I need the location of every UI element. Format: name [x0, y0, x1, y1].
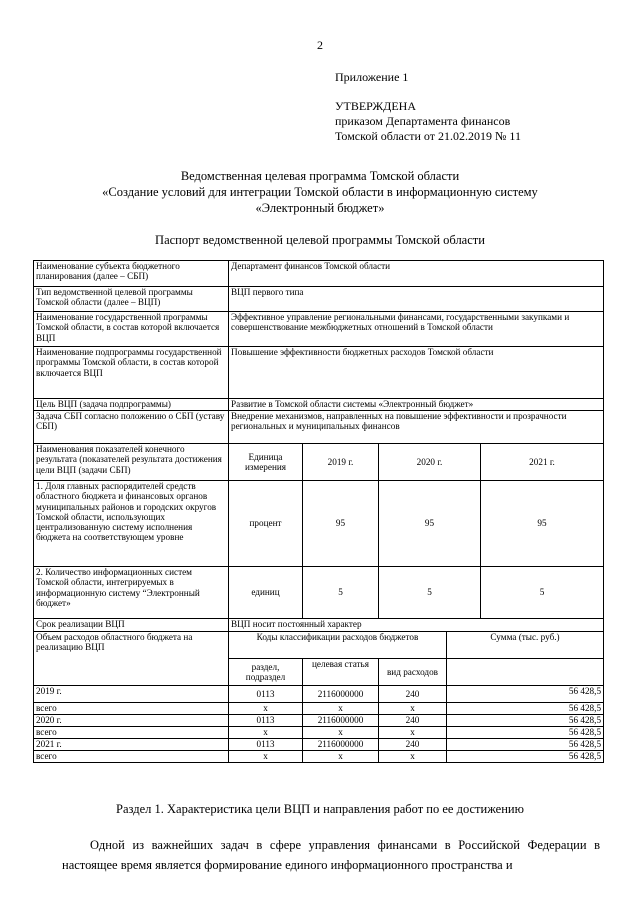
expense-label: всего: [34, 703, 229, 715]
expense-section: 0113: [229, 739, 303, 751]
expense-article: 2116000000: [303, 739, 379, 751]
expense-article: х: [303, 727, 379, 739]
table-row: [34, 703, 604, 715]
indicator-2-2021: 5: [481, 567, 604, 619]
expense-article: х: [303, 703, 379, 715]
section-heading: Раздел 1. Характеристика цели ВЦП и направления работ по ее достижению: [116, 802, 524, 816]
table-row: [34, 751, 604, 763]
subprogram-label: Наименование подпрограммы государственной программы Томской области, в состав которой включается ВЦП: [34, 347, 229, 399]
code-col-section: раздел, подраздел: [229, 659, 303, 686]
expense-article: 2116000000: [303, 686, 379, 703]
expense-label: всего: [34, 727, 229, 739]
expense-label: 2020 г.: [34, 715, 229, 727]
passport-table: [33, 260, 604, 763]
indicator-1-name: 1. Доля главных распорядителей средств областного бюджета и финансовых органов муниципальных районов и городских округов Томской области, использующих централизованную систему исполнения бюджета на соответствующем уровне: [34, 481, 229, 567]
program-title: [0, 168, 640, 216]
expense-section: х: [229, 703, 303, 715]
title-line-1: Ведомственная целевая программа Томской области: [180, 169, 460, 183]
expense-label: 2021 г.: [34, 739, 229, 751]
table-row: [34, 632, 604, 659]
sum-subheader-empty: [447, 659, 604, 686]
year-header-2020: 2020 г.: [379, 444, 481, 481]
passport-title: Паспорт ведомственной целевой программы Томской области: [155, 233, 485, 247]
title-line-3: «Электронный бюджет»: [255, 201, 385, 215]
table-row: [34, 399, 604, 411]
program-value: Эффективное управление региональными финансами, государственными закупками и совершенствование межбюджетных отношений в Томской области: [229, 312, 604, 347]
expense-kind: х: [379, 751, 447, 763]
expense-kind: х: [379, 727, 447, 739]
expense-sum: 56 428,5: [447, 727, 604, 739]
term-value: ВЦП носит постоянный характер: [229, 619, 604, 632]
expense-section: 0113: [229, 715, 303, 727]
subprogram-value: Повышение эффективности бюджетных расходов Томской области: [229, 347, 604, 399]
table-row: [34, 444, 604, 481]
expense-sum: 56 428,5: [447, 751, 604, 763]
sum-header: Сумма (тыс. руб.): [447, 632, 604, 659]
page-number: 2: [317, 38, 323, 52]
indicator-1-2019: 95: [303, 481, 379, 567]
expense-section: 0113: [229, 686, 303, 703]
table-row: [34, 411, 604, 444]
expense-section: х: [229, 727, 303, 739]
expense-sum: 56 428,5: [447, 715, 604, 727]
expense-kind: 240: [379, 715, 447, 727]
table-row: [34, 567, 604, 619]
expense-kind: 240: [379, 686, 447, 703]
table-row: [34, 686, 604, 703]
year-header-2021: 2021 г.: [481, 444, 604, 481]
term-label: Срок реализации ВЦП: [34, 619, 229, 632]
table-row: [34, 287, 604, 312]
expense-section: х: [229, 751, 303, 763]
approval-block: [335, 70, 521, 144]
table-row: [34, 739, 604, 751]
goal-value: Развитие в Томской области системы «Электронный бюджет»: [229, 399, 604, 411]
approval-line-2: Томской области от 21.02.2019 № 11: [335, 129, 521, 143]
type-label: Тип ведомственной целевой программы Томской области (далее – ВЦП): [34, 287, 229, 312]
task-label: Задача СБП согласно положению о СБП (уставу СБП): [34, 411, 229, 444]
paragraph-text: Одной из важнейших задач в сфере управления финансами в Российской Федерации в настоящее время является формирование единого информационного пространства и: [62, 838, 600, 872]
codes-header: Коды классификации расходов бюджетов: [229, 632, 447, 659]
expense-sum: 56 428,5: [447, 703, 604, 715]
table-row: [34, 727, 604, 739]
table-row: [34, 619, 604, 632]
indicator-2-2020: 5: [379, 567, 481, 619]
table-row: [34, 715, 604, 727]
expense-label: всего: [34, 751, 229, 763]
expense-label: 2019 г.: [34, 686, 229, 703]
indicator-1-2020: 95: [379, 481, 481, 567]
expense-article: 2116000000: [303, 715, 379, 727]
title-line-2: «Создание условий для интеграции Томской области в информационную систему: [102, 185, 538, 199]
task-value: Внедрение механизмов, направленных на повышение эффективности и прозрачности региональных и муниципальных финансов: [229, 411, 604, 444]
indicator-2-unit: единиц: [229, 567, 303, 619]
expense-kind: 240: [379, 739, 447, 751]
table-row: [34, 312, 604, 347]
goal-label: Цель ВЦП (задача подпрограммы): [34, 399, 229, 411]
code-col-kind: вид расходов: [379, 659, 447, 686]
indicators-label: Наименования показателей конечного результата (показателей результата достижения цели ВЦП (задачи СБП): [34, 444, 229, 481]
unit-header: Единица измерения: [229, 444, 303, 481]
expense-sum: 56 428,5: [447, 686, 604, 703]
approval-line-1: приказом Департамента финансов: [335, 114, 511, 128]
expense-kind: х: [379, 703, 447, 715]
expense-label: Объем расходов областного бюджета на реализацию ВЦП: [34, 632, 229, 686]
program-label: Наименование государственной программы Томской области, в состав которой включается ВЦП: [34, 312, 229, 347]
approved-label: УТВЕРЖДЕНА: [335, 99, 417, 113]
indicator-1-unit: процент: [229, 481, 303, 567]
type-value: ВЦП первого типа: [229, 287, 604, 312]
subject-value: Департамент финансов Томской области: [229, 261, 604, 287]
expense-sum: 56 428,5: [447, 739, 604, 751]
subject-label: Наименование субъекта бюджетного планирования (далее – СБП): [34, 261, 229, 287]
appendix-label: Приложение 1: [335, 70, 409, 84]
indicator-2-2019: 5: [303, 567, 379, 619]
body-paragraph: [62, 835, 600, 875]
table-row: [34, 481, 604, 567]
indicator-1-2021: 95: [481, 481, 604, 567]
code-col-article: целевая статья: [303, 659, 379, 686]
year-header-2019: 2019 г.: [303, 444, 379, 481]
table-row: [34, 347, 604, 399]
table-row: [34, 261, 604, 287]
indicator-2-name: 2. Количество информационных систем Томской области, интегрируемых в информационную систему “Электронный бюджет»: [34, 567, 229, 619]
expense-article: х: [303, 751, 379, 763]
